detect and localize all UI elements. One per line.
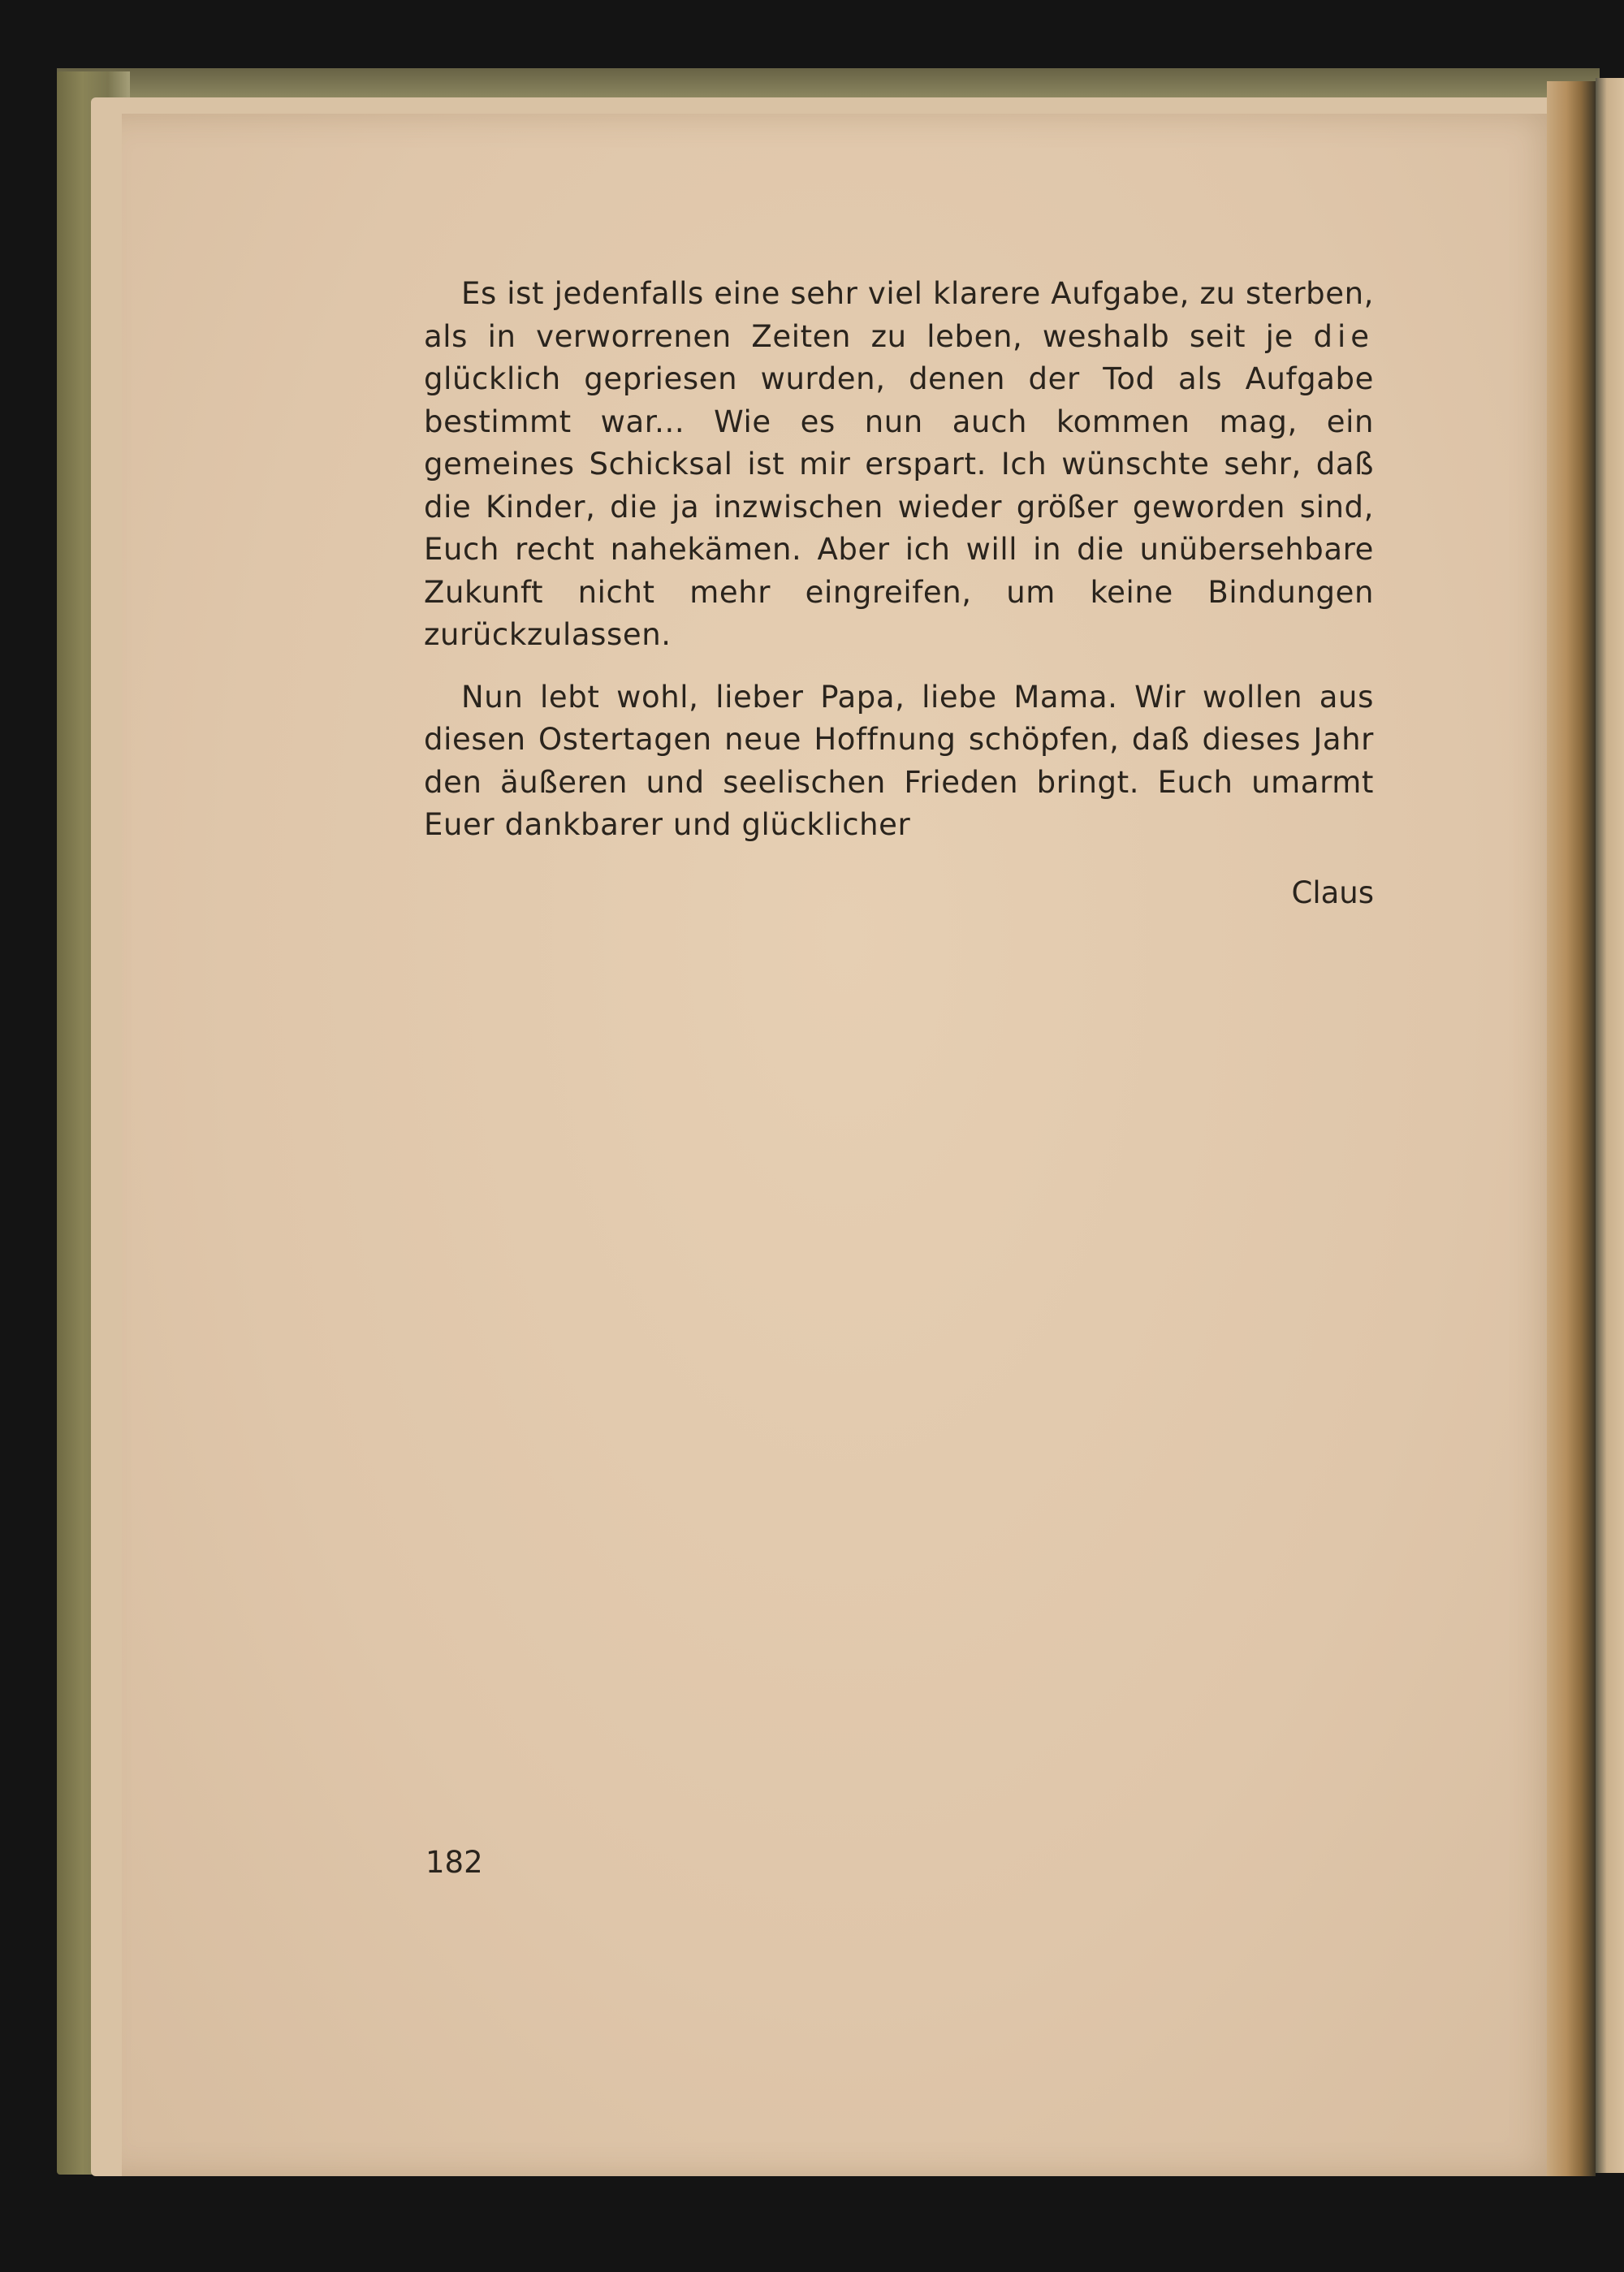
signature: Claus bbox=[1291, 875, 1374, 910]
facing-page-edge bbox=[1596, 78, 1624, 2173]
paragraph-1 bbox=[424, 273, 1374, 657]
letter-text bbox=[424, 273, 1374, 847]
paragraph-1-end: glücklich gepriesen wurden, denen der Tod als Aufgabe bestimmt war... Wie es nun auch kommen mag, ein gemeines Schicksal ist mir erspart. Ich wünschte sehr, daß die Kinder, die ja inzwischen wieder größer geworden sind, Euch recht nahekämen. Aber ich will in die unübersehbare Zukunft nicht mehr eingreifen, um keine Bindungen zurückzulassen. bbox=[424, 361, 1374, 652]
page-number: 182 bbox=[425, 1845, 483, 1880]
paragraph-1-start: Es ist jedenfalls eine sehr viel klarere Aufgabe, zu sterben, als in verworrenen Zeiten zu leben, weshalb seit je bbox=[424, 276, 1374, 354]
paragraph-1-emphasis: die bbox=[1313, 318, 1374, 354]
book-gutter bbox=[1547, 81, 1596, 2176]
paragraph-2: Nun lebt wohl, lieber Papa, liebe Mama. Wir wollen aus diesen Ostertagen neue Hoffnung schöpfen, daß dieses Jahr den äußeren und seelischen Frieden bringt. Euch umarmt Euer dankbarer und glücklicher bbox=[424, 679, 1374, 842]
